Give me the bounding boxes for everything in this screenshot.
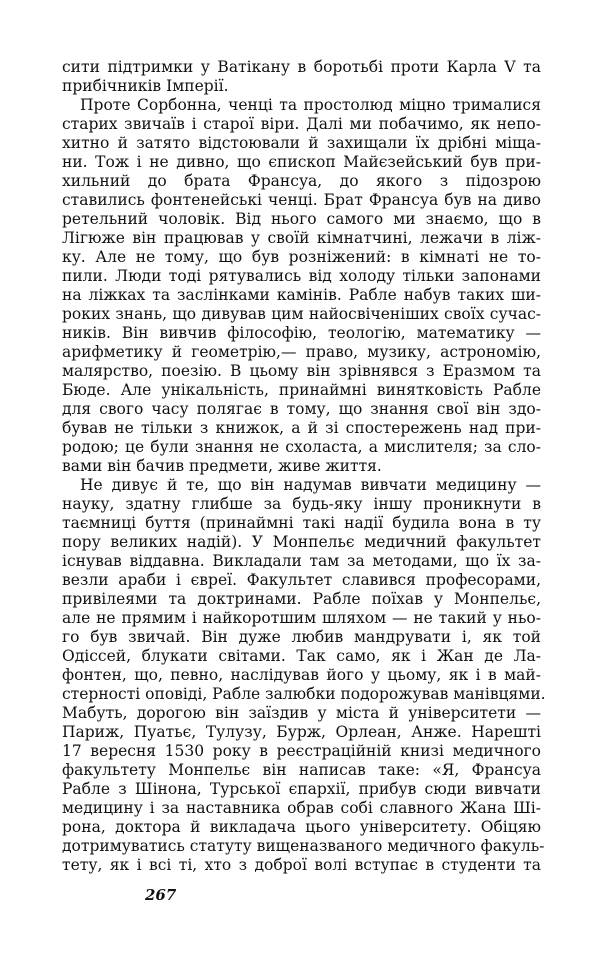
text-line: го був звичай. Він дуже любив мандрувати і, як той [62, 628, 541, 646]
paragraph [62, 96, 541, 476]
text-line: старих звичаїв і старої віри. Далі ми побачимо, як непо- [62, 115, 541, 133]
text-line: існував віддавна. Викладали там за методами, що їх за- [62, 552, 541, 570]
text-line: стерності оповіді, Рабле залюбки подорожував манівцями. [62, 685, 546, 703]
text-line: таємниці буття (принаймні такі надії будила вона в ту [62, 514, 541, 532]
page-body [62, 58, 546, 875]
text-line: тету, як і всі ті, хто з доброї волі вступає в студенти та [62, 856, 541, 874]
text-line: бував не тільки з книжок, а й зі спостережень над при- [62, 419, 541, 437]
text-line: Мабуть, дорогою він заїздив у міста й університети — [62, 704, 541, 722]
text-line: прибічників Імперії. [62, 77, 229, 95]
text-line: медицину і за наставника обрав собі славного Жана Ші- [62, 799, 541, 817]
text-line: на ліжках та заслінками камінів. Рабле набув таких ши- [62, 286, 541, 304]
text-line: фонтен, що, певно, наслідував його у цьому, як і в май- [62, 666, 541, 684]
text-line: пили. Люди тоді рятувались від холоду тільки запонами [62, 267, 541, 285]
text-line: Рабле з Шінона, Турської єпархії, прибув сюди вивчати [62, 780, 541, 798]
text-line: ників. Він вивчив філософію, теологію, математику — [62, 324, 541, 342]
text-line: хильний до брата Франсуа, до якого з підозрою [62, 172, 541, 190]
text-line: Не дивує й те, що він надумав вивчати медицину — [80, 476, 541, 494]
text-line: рона, доктора й викладача цього університету. Обіцяю [62, 818, 541, 836]
text-line: науку, здатну глибше за будь-яку іншу проникнути в [62, 495, 541, 513]
text-line: родою; це були знання не схоласта, а мислителя; за сло- [62, 438, 541, 456]
text-line: вами він бачив предмети, живе життя. [62, 457, 382, 475]
text-line: факультету Монпельє він написав таке: «Я, Франсуа [62, 761, 541, 779]
text-line: везли араби і євреї. Факультет славився професорами, [62, 571, 541, 589]
text-line: арифметику й геометрію,— право, музику, астрономію, [62, 343, 541, 361]
text-line: дотримуватись статуту вищеназваного медичного факуль- [62, 837, 545, 855]
text-line: Лігюже він працював у своїй кімнатчині, лежачи в ліж- [62, 229, 541, 247]
paragraph [62, 476, 546, 875]
text-line: але не прямим і найкоротшим шляхом — не такий у ньо- [62, 609, 541, 627]
text-line: ретельний чоловік. Від нього самого ми знаємо, що в [62, 210, 541, 228]
text-line: Париж, Пуатьє, Тулузу, Бурж, Орлеан, Анже. Нарешті [62, 723, 541, 741]
paragraph [62, 58, 541, 96]
text-line: привілеями та доктринами. Рабле поїхав у Монпельє, [62, 590, 541, 608]
text-line: ку. Але не тому, що був розніжений: в кімнаті не то- [62, 248, 541, 266]
text-line: Одіссей, блукати світами. Так само, як і Жан де Ла- [62, 647, 541, 665]
text-line: 17 вересня 1530 року в реєстраційній книзі медичного [62, 742, 541, 760]
text-line: Проте Сорбонна, ченці та простолюд міцно трималися [80, 96, 541, 114]
text-line: пору великих надій). У Монпельє медичний факультет [62, 533, 541, 551]
text-line: Бюде. Але унікальність, принаймні винятковість Рабле [62, 381, 541, 399]
text-line: роких знань, що дивував цим найосвіченіших своїх сучас- [62, 305, 541, 323]
text-line: ставились фонтенейські ченці. Брат Франсуа був на диво [62, 191, 541, 209]
text-line: сити підтримки у Ватікану в боротьбі проти Карла V та [62, 58, 541, 76]
text-line: ни. Тож і не дивно, що єпископ Майєзейський був при- [62, 153, 541, 171]
text-line: для свого часу полягає в тому, що знання свої він здо- [62, 400, 541, 418]
text-line: малярство, поезію. В цьому він зрівнявся з Еразмом та [62, 362, 541, 380]
text-line: хитно й затято відстоювали й захищали їх дрібні міща- [62, 134, 541, 152]
page-number: 267 [145, 886, 177, 904]
